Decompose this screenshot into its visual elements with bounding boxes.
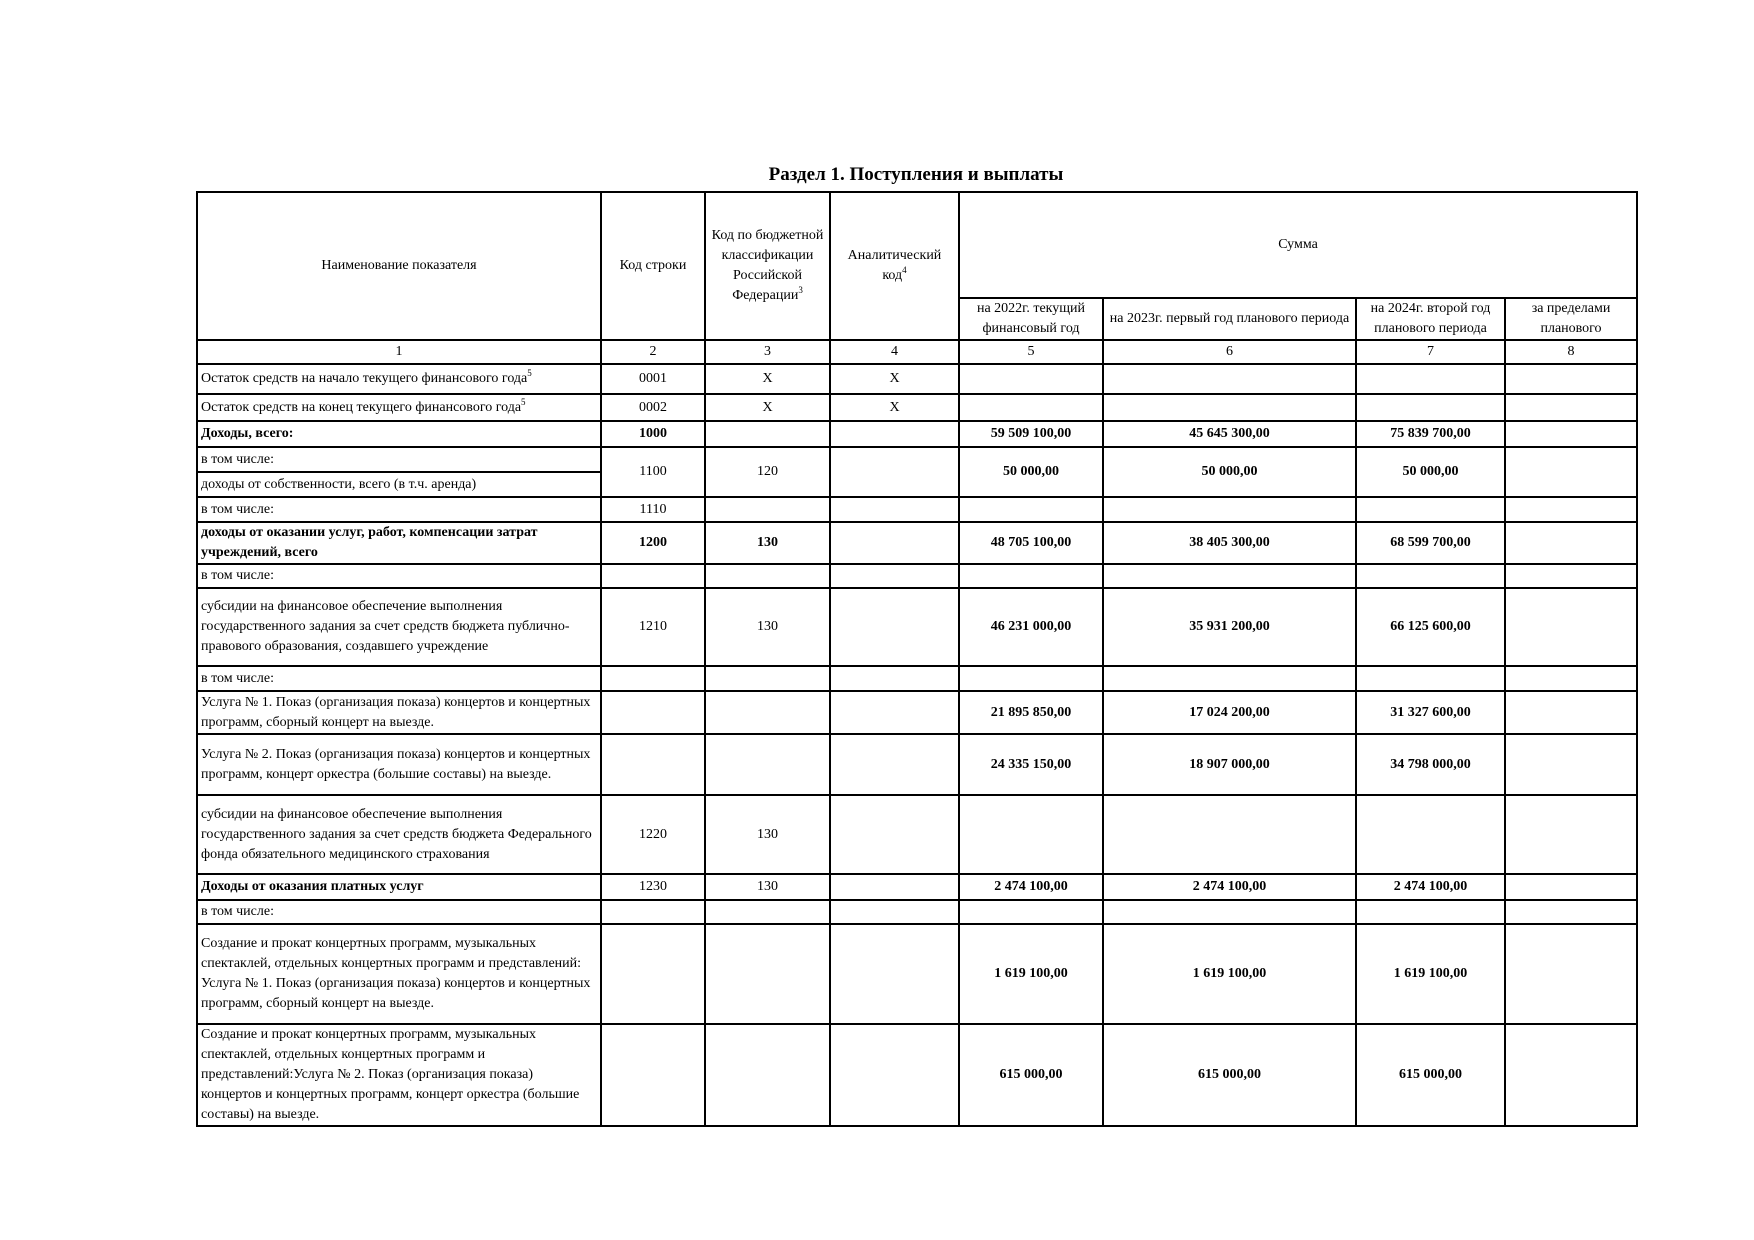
row-name: в том числе: — [197, 564, 601, 588]
row-kbk — [705, 924, 830, 1024]
row-value-2023 — [1103, 666, 1356, 691]
row-value-2024 — [1356, 497, 1505, 522]
table-row — [197, 447, 1637, 472]
table-row — [197, 691, 1637, 734]
row-value-2023: 615 000,00 — [1103, 1024, 1356, 1126]
income-payments-table — [196, 191, 1638, 1127]
row-kbk: X — [705, 364, 830, 394]
header-kbk — [705, 192, 830, 340]
row-value-2022: 48 705 100,00 — [959, 522, 1103, 564]
row-code — [601, 666, 705, 691]
row-analytic: X — [830, 364, 959, 394]
row-name: Услуга № 1. Показ (организация показа) концертов и концертных программ, сборный концерт на выезде. — [197, 691, 601, 734]
header-analytic-note: 4 — [902, 265, 907, 275]
row-name: в том числе: — [197, 497, 601, 522]
row-value-2023: 2 474 100,00 — [1103, 874, 1356, 900]
row-name — [197, 364, 601, 394]
row-value-beyond — [1505, 522, 1637, 564]
row-analytic: X — [830, 394, 959, 421]
row-analytic — [830, 924, 959, 1024]
row-value-2023: 45 645 300,00 — [1103, 421, 1356, 447]
row-analytic — [830, 1024, 959, 1126]
table-row — [197, 394, 1637, 421]
row-analytic — [830, 795, 959, 874]
row-value-beyond — [1505, 924, 1637, 1024]
row-code: 1230 — [601, 874, 705, 900]
row-name: доходы от собственности, всего (в т.ч. аренда) — [197, 472, 601, 497]
col-number: 4 — [830, 340, 959, 364]
row-value-2022: 24 335 150,00 — [959, 734, 1103, 795]
row-name: в том числе: — [197, 900, 601, 924]
row-name: Создание и прокат концертных программ, музыкальных спектаклей, отдельных концертных программ и представлений:Услуга № 2. Показ (организация показа) концертов и концертных программ, концерт оркестра (большие составы) на выезде. — [197, 1024, 601, 1126]
row-value-2024 — [1356, 364, 1505, 394]
table-row — [197, 364, 1637, 394]
row-analytic — [830, 497, 959, 522]
header-name: Наименование показателя — [197, 192, 601, 340]
col-number: 3 — [705, 340, 830, 364]
row-name: в том числе: — [197, 447, 601, 472]
row-value-2022 — [959, 900, 1103, 924]
row-analytic — [830, 691, 959, 734]
row-kbk: 130 — [705, 795, 830, 874]
table-row — [197, 564, 1637, 588]
row-name-text: Остаток средств на начало текущего финансового года — [201, 371, 528, 386]
table-row — [197, 588, 1637, 666]
row-value-2024 — [1356, 900, 1505, 924]
row-value-beyond — [1505, 795, 1637, 874]
row-value-beyond — [1505, 1024, 1637, 1126]
row-code: 0001 — [601, 364, 705, 394]
row-value-2022 — [959, 795, 1103, 874]
row-analytic — [830, 666, 959, 691]
row-value-2022 — [959, 564, 1103, 588]
row-kbk — [705, 691, 830, 734]
row-value-2024: 2 474 100,00 — [1356, 874, 1505, 900]
row-code: 0002 — [601, 394, 705, 421]
row-value-2023: 50 000,00 — [1103, 447, 1356, 497]
row-value-beyond — [1505, 364, 1637, 394]
row-value-2022: 46 231 000,00 — [959, 588, 1103, 666]
header-2024: на 2024г. второй год планового периода — [1356, 298, 1505, 340]
row-code: 1000 — [601, 421, 705, 447]
row-value-2022: 2 474 100,00 — [959, 874, 1103, 900]
header-beyond: за пределами планового — [1505, 298, 1637, 340]
row-value-2023 — [1103, 795, 1356, 874]
row-value-beyond — [1505, 900, 1637, 924]
row-analytic — [830, 874, 959, 900]
row-analytic — [830, 421, 959, 447]
row-value-2023 — [1103, 364, 1356, 394]
row-value-2022 — [959, 394, 1103, 421]
row-analytic — [830, 447, 959, 497]
row-kbk — [705, 666, 830, 691]
row-value-2023: 18 907 000,00 — [1103, 734, 1356, 795]
table-row — [197, 900, 1637, 924]
row-code — [601, 1024, 705, 1126]
row-value-2023: 35 931 200,00 — [1103, 588, 1356, 666]
row-name: Создание и прокат концертных программ, музыкальных спектаклей, отдельных концертных программ и представлений: Услуга № 1. Показ (организация показа) концертов и концертных программ, сборный концерт на выезде. — [197, 924, 601, 1024]
row-kbk: X — [705, 394, 830, 421]
row-code: 1100 — [601, 447, 705, 497]
row-value-2022 — [959, 666, 1103, 691]
row-name: Доходы от оказания платных услуг — [197, 874, 601, 900]
row-name: Доходы, всего: — [197, 421, 601, 447]
table-row — [197, 522, 1637, 564]
row-name: субсидии на финансовое обеспечение выполнения государственного задания за счет средств бюджета Федерального фонда обязательного медицинского страхования — [197, 795, 601, 874]
row-name: доходы от оказании услуг, работ, компенсации затрат учреждений, всего — [197, 522, 601, 564]
row-name-text: Остаток средств на конец текущего финансового года — [201, 399, 522, 415]
row-value-2024: 615 000,00 — [1356, 1024, 1505, 1126]
row-value-2023 — [1103, 497, 1356, 522]
header-kbk-note: 3 — [798, 285, 803, 295]
col-number: 7 — [1356, 340, 1505, 364]
row-value-beyond — [1505, 874, 1637, 900]
row-name: в том числе: — [197, 666, 601, 691]
row-value-2022 — [959, 497, 1103, 522]
row-value-2022: 615 000,00 — [959, 1024, 1103, 1126]
col-number: 6 — [1103, 340, 1356, 364]
row-value-2023 — [1103, 394, 1356, 421]
row-code: 1220 — [601, 795, 705, 874]
col-number: 2 — [601, 340, 705, 364]
row-analytic — [830, 900, 959, 924]
row-value-2024: 31 327 600,00 — [1356, 691, 1505, 734]
row-value-beyond — [1505, 421, 1637, 447]
row-value-2022: 21 895 850,00 — [959, 691, 1103, 734]
row-kbk — [705, 421, 830, 447]
row-code: 1200 — [601, 522, 705, 564]
row-value-2024 — [1356, 795, 1505, 874]
col-number: 1 — [197, 340, 601, 364]
row-value-2024: 68 599 700,00 — [1356, 522, 1505, 564]
row-kbk — [705, 734, 830, 795]
row-value-beyond — [1505, 588, 1637, 666]
row-name-note: 5 — [521, 396, 526, 407]
row-name: Услуга № 2. Показ (организация показа) концертов и концертных программ, концерт оркестра (большие составы) на выезде. — [197, 734, 601, 795]
row-value-beyond — [1505, 691, 1637, 734]
table-row — [197, 734, 1637, 795]
row-kbk — [705, 564, 830, 588]
row-value-2024: 66 125 600,00 — [1356, 588, 1505, 666]
row-kbk: 130 — [705, 588, 830, 666]
row-kbk: 130 — [705, 522, 830, 564]
row-code: 1110 — [601, 497, 705, 522]
row-analytic — [830, 734, 959, 795]
row-value-2023: 38 405 300,00 — [1103, 522, 1356, 564]
table-row — [197, 874, 1637, 900]
row-code — [601, 734, 705, 795]
row-value-2023: 17 024 200,00 — [1103, 691, 1356, 734]
row-value-2024: 1 619 100,00 — [1356, 924, 1505, 1024]
row-value-2022 — [959, 364, 1103, 394]
header-sum: Сумма — [959, 192, 1637, 298]
row-value-2024 — [1356, 564, 1505, 588]
row-value-2024 — [1356, 394, 1505, 421]
header-row-code: Код строки — [601, 192, 705, 340]
col-number: 5 — [959, 340, 1103, 364]
row-value-beyond — [1505, 564, 1637, 588]
row-value-beyond — [1505, 497, 1637, 522]
row-value-2022: 50 000,00 — [959, 447, 1103, 497]
row-code — [601, 900, 705, 924]
row-value-2023 — [1103, 564, 1356, 588]
table-row — [197, 497, 1637, 522]
row-code — [601, 924, 705, 1024]
header-2022: на 2022г. текущий финансовый год — [959, 298, 1103, 340]
row-value-2024: 34 798 000,00 — [1356, 734, 1505, 795]
row-code — [601, 691, 705, 734]
row-name — [197, 394, 601, 421]
row-value-beyond — [1505, 447, 1637, 497]
header-analytic-text: Аналитический код — [847, 248, 942, 283]
row-analytic — [830, 522, 959, 564]
row-analytic — [830, 588, 959, 666]
row-value-2022: 59 509 100,00 — [959, 421, 1103, 447]
row-value-2022: 1 619 100,00 — [959, 924, 1103, 1024]
row-value-2024: 75 839 700,00 — [1356, 421, 1505, 447]
row-value-2024 — [1356, 666, 1505, 691]
row-value-beyond — [1505, 394, 1637, 421]
row-kbk: 120 — [705, 447, 830, 497]
section-title: Раздел 1. Поступления и выплаты — [768, 164, 1064, 185]
table-row — [197, 1024, 1637, 1126]
row-value-2023: 1 619 100,00 — [1103, 924, 1356, 1024]
row-analytic — [830, 564, 959, 588]
header-analytic — [830, 192, 959, 340]
row-value-beyond — [1505, 734, 1637, 795]
header-2023: на 2023г. первый год планового периода — [1103, 298, 1356, 340]
table-row — [197, 795, 1637, 874]
row-name-note: 5 — [527, 368, 532, 378]
row-kbk — [705, 1024, 830, 1126]
header-kbk-text: Код по бюджетной классификации Российской Федерации — [711, 228, 824, 303]
row-value-2023 — [1103, 900, 1356, 924]
table-row — [197, 924, 1637, 1024]
row-kbk: 130 — [705, 874, 830, 900]
row-kbk — [705, 497, 830, 522]
row-value-beyond — [1505, 666, 1637, 691]
table-row — [197, 666, 1637, 691]
col-number: 8 — [1505, 340, 1637, 364]
row-kbk — [705, 900, 830, 924]
row-code: 1210 — [601, 588, 705, 666]
row-code — [601, 564, 705, 588]
table-row — [197, 421, 1637, 447]
row-value-2024: 50 000,00 — [1356, 447, 1505, 497]
row-name: субсидии на финансовое обеспечение выполнения государственного задания за счет средств бюджета публично-правового образования, создавшего учреждение — [197, 588, 601, 666]
